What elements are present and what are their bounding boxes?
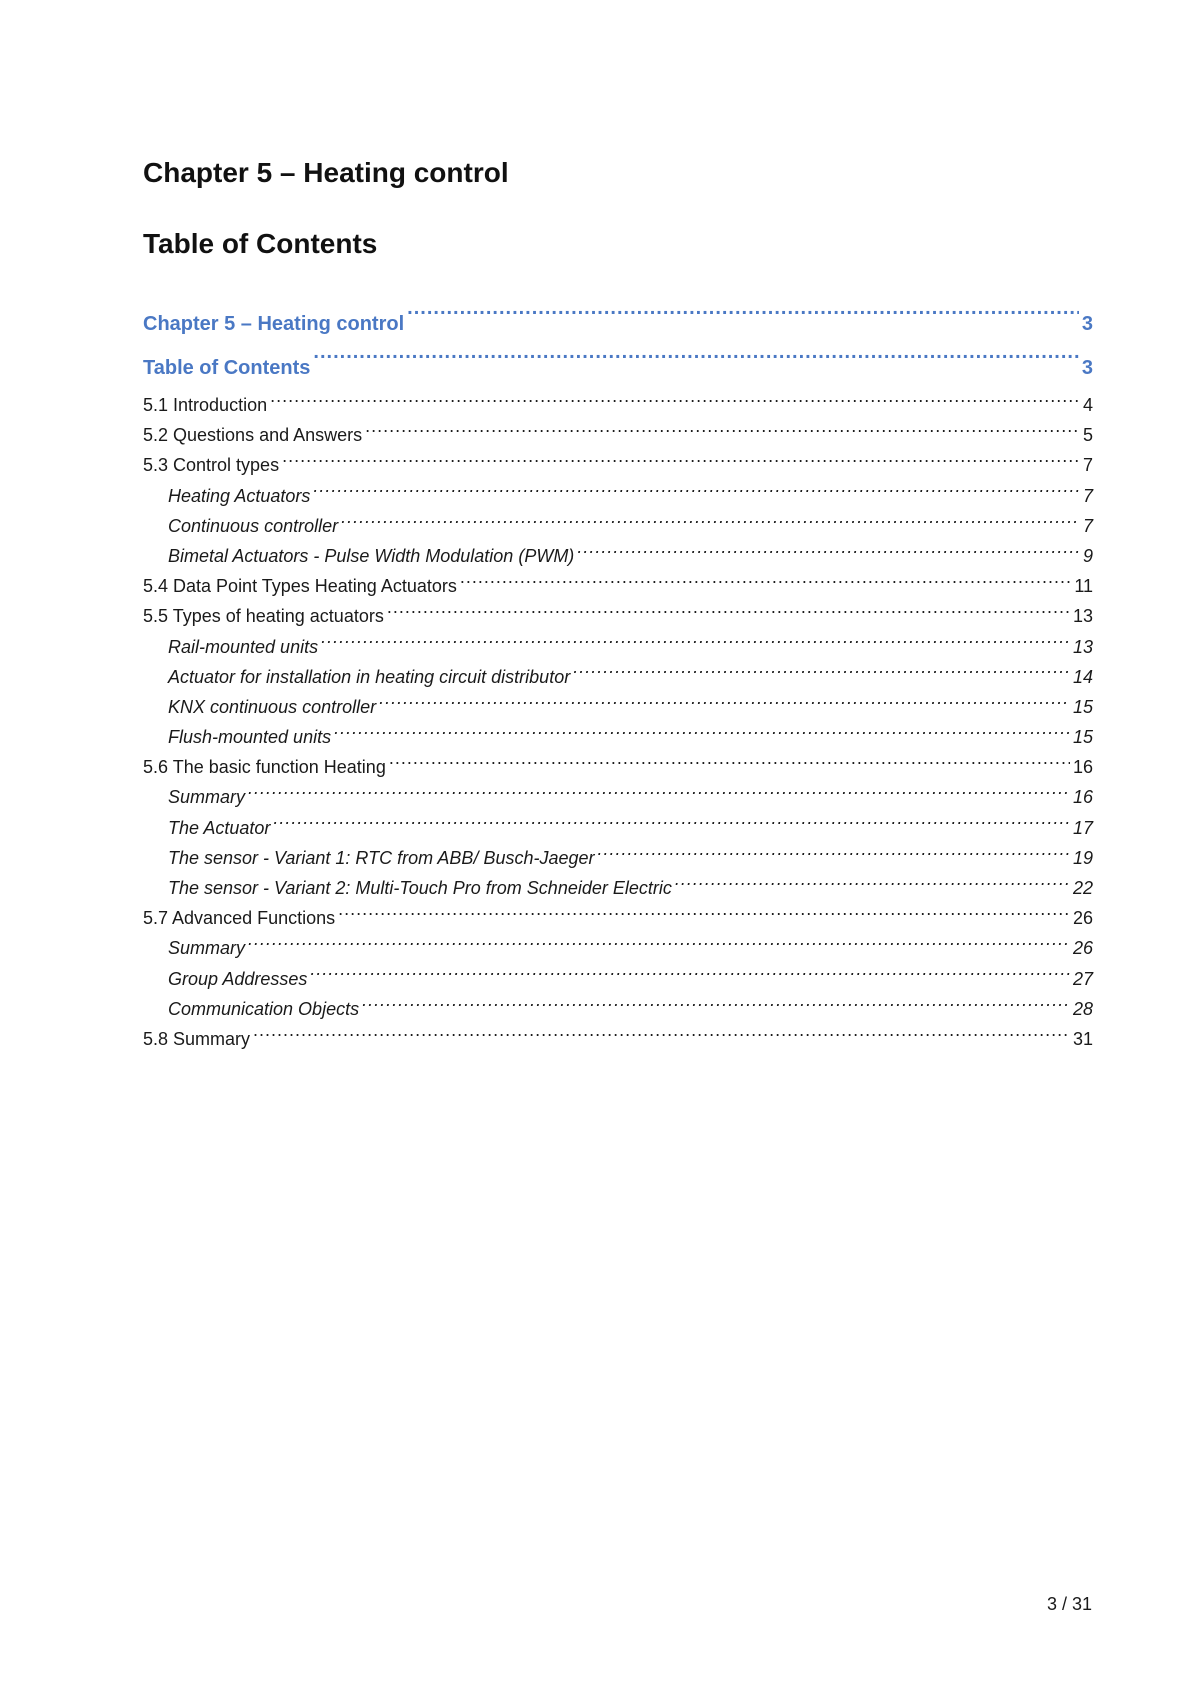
toc-entry-label: Communication Objects <box>168 998 360 1019</box>
toc-entry[interactable] <box>143 541 1093 571</box>
toc-entry-page-number: 15 <box>1072 727 1093 748</box>
toc-entry-label: KNX continuous controller <box>168 696 377 717</box>
toc-dot-leader <box>313 484 1080 502</box>
toc-entry-page-number: 3 <box>1081 357 1093 379</box>
toc-dot-leader <box>248 936 1070 954</box>
toc-entry[interactable] <box>143 632 1093 662</box>
toc-entry[interactable] <box>143 302 1093 346</box>
toc-entry[interactable] <box>143 1024 1093 1054</box>
toc-entry[interactable] <box>143 450 1093 480</box>
toc-entry[interactable] <box>143 903 1093 933</box>
toc-entry-label: Heating Actuators <box>168 485 311 506</box>
toc-entry[interactable] <box>143 601 1093 631</box>
toc-entry-page-number: 7 <box>1082 485 1093 506</box>
toc-entry-page-number: 3 <box>1081 313 1093 335</box>
toc-entry[interactable] <box>143 662 1093 692</box>
toc-entry-label: 5.4 Data Point Types Heating Actuators <box>143 576 457 597</box>
toc-dot-leader <box>379 695 1070 713</box>
chapter-heading: Chapter 5 – Heating control <box>143 157 509 188</box>
toc-entry-page-number: 14 <box>1072 666 1093 687</box>
toc-dot-leader <box>282 453 1080 471</box>
toc-entry[interactable] <box>143 346 1093 390</box>
toc-entry-label: The Actuator <box>168 817 271 838</box>
toc-entry-page-number: 17 <box>1072 817 1093 838</box>
toc-entry[interactable] <box>143 390 1093 420</box>
toc-dot-leader <box>341 514 1080 532</box>
toc-entry-page-number: 31 <box>1072 1028 1093 1049</box>
toc-dot-leader <box>407 310 1079 330</box>
toc-entry-page-number: 9 <box>1082 545 1093 566</box>
toc-dot-leader <box>334 725 1070 743</box>
page-number: 3 / 31 <box>1046 1594 1092 1614</box>
toc-dot-leader <box>310 967 1070 985</box>
toc-dot-leader <box>338 906 1070 924</box>
toc-entry-page-number: 7 <box>1082 455 1093 476</box>
toc-entry-page-number: 13 <box>1072 636 1093 657</box>
toc-entry-page-number: 27 <box>1072 968 1093 989</box>
toc-dot-leader <box>313 354 1078 374</box>
toc-entry-label: 5.7 Advanced Functions <box>143 908 336 929</box>
toc-entry-label: Rail-mounted units <box>168 636 319 657</box>
toc-dot-leader <box>273 816 1070 834</box>
toc-entry-page-number: 4 <box>1082 395 1093 415</box>
toc-entry-page-number: 19 <box>1072 847 1093 868</box>
toc-entry-page-number: 16 <box>1072 757 1093 778</box>
toc-entry[interactable] <box>143 933 1093 963</box>
toc-entry-label: 5.2 Questions and Answers <box>143 425 363 446</box>
toc-entry-page-number: 28 <box>1072 998 1093 1019</box>
toc-entry[interactable] <box>143 873 1093 903</box>
toc-entry-label: 5.8 Summary <box>143 1028 251 1049</box>
toc-dot-leader <box>253 1027 1070 1045</box>
toc-entry-label: 5.3 Control types <box>143 455 280 476</box>
toc-entry[interactable] <box>143 782 1093 812</box>
toc-entry[interactable] <box>143 813 1093 843</box>
toc-entry-label: Group Addresses <box>168 968 308 989</box>
toc-entry[interactable] <box>143 420 1093 450</box>
toc-entry[interactable] <box>143 722 1093 752</box>
toc-entry-page-number: 16 <box>1072 787 1093 808</box>
toc-entry-page-number: 22 <box>1072 878 1093 898</box>
toc-entry-page-number: 5 <box>1082 425 1093 446</box>
toc-entry-label: Actuator for installation in heating circuit distributor <box>168 666 571 687</box>
toc-entry[interactable] <box>143 843 1093 873</box>
toc-entry[interactable] <box>143 692 1093 722</box>
toc-dot-leader <box>321 635 1070 653</box>
toc-entry[interactable] <box>143 481 1093 511</box>
toc-entry-label: 5.6 The basic function Heating <box>143 757 386 778</box>
toc-dot-leader <box>389 755 1070 773</box>
toc-dot-leader <box>365 423 1080 441</box>
toc-dot-leader <box>270 393 1080 411</box>
toc-entry[interactable] <box>143 511 1093 541</box>
toc-entry-label: Chapter 5 – Heating control <box>143 313 405 335</box>
toc-entry-page-number: 26 <box>1072 908 1093 929</box>
toc-entry[interactable] <box>143 752 1093 782</box>
toc-entry-label: Table of Contents <box>143 357 311 379</box>
toc-entry-label: Summary <box>168 787 246 808</box>
toc-entry-label: Bimetal Actuators - Pulse Width Modulation (PWM) <box>168 545 575 566</box>
toc-entry-label: The sensor - Variant 2: Multi-Touch Pro from Schneider Electric <box>168 878 672 898</box>
toc-entry-label: 5.1 Introduction <box>143 395 268 415</box>
toc-dot-leader <box>362 997 1070 1015</box>
toc-entry-label: Flush-mounted units <box>168 727 332 748</box>
toc-entry[interactable] <box>143 571 1093 601</box>
toc-entry-label: The sensor - Variant 1: RTC from ABB/ Busch-Jaeger <box>168 847 595 868</box>
toc-dot-leader <box>577 544 1080 562</box>
toc-dot-leader <box>675 876 1070 894</box>
toc-entry-page-number: 7 <box>1082 515 1093 536</box>
toc-entry-page-number: 15 <box>1072 696 1093 717</box>
toc-dot-leader <box>460 574 1071 592</box>
toc-dot-leader <box>598 846 1070 864</box>
toc-entry[interactable] <box>143 994 1093 1024</box>
toc-heading: Table of Contents <box>143 228 378 259</box>
toc-dot-leader <box>387 604 1070 622</box>
toc-entry[interactable] <box>143 964 1093 994</box>
toc-entry-label: Summary <box>168 938 246 959</box>
toc-entry-label: 5.5 Types of heating actuators <box>143 606 384 627</box>
toc-entry-label: Continuous controller <box>168 515 339 536</box>
toc-entry-page-number: 26 <box>1072 938 1093 959</box>
toc-dot-leader <box>248 785 1070 803</box>
toc-entry-page-number: 11 <box>1074 576 1093 597</box>
toc-entry-page-number: 13 <box>1072 606 1093 627</box>
toc-dot-leader <box>573 665 1070 683</box>
table-of-contents <box>143 302 1093 1054</box>
